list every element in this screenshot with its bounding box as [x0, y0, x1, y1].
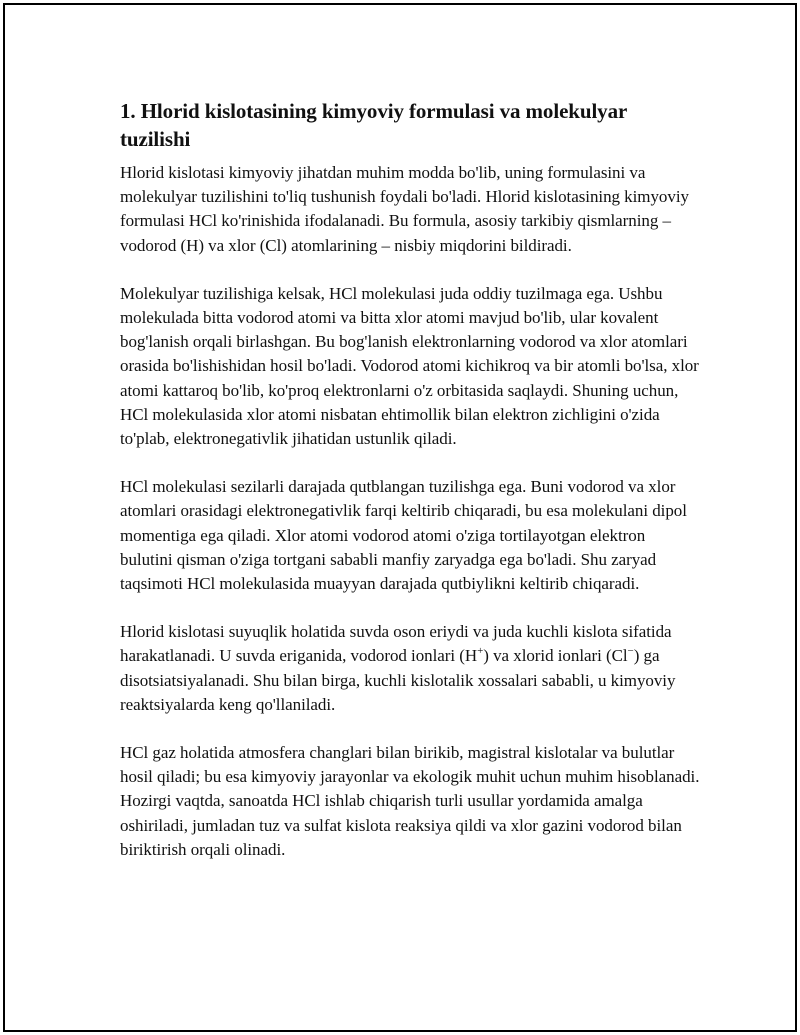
paragraph-4-text-c: ) ga disotsiatsiyalanadi. Shu bilan birga, kuchli kislotalik xossalari sababli, u kimyoviy reaktsiyalarda keng qo'llaniladi. [120, 646, 676, 714]
document-page [3, 3, 797, 1032]
chloride-ion-charge: − [627, 645, 634, 658]
paragraph-3: HCl molekulasi sezilarli darajada qutblangan tuzilishga ega. Buni vodorod va xlor atomlari orasidagi elektronegativlik farqi keltirib chiqaradi, bu esa molekulani dipol momentiga ega qiladi. Xlor atomi vodorod atomi o'ziga tortilayotgan elektron bulutini qisman o'ziga tortgani sababli manfiy zaryadga ega bo'ladi. Shu zaryad taqsimoti HCl molekulasida muayyan darajada qutbiylikni keltirib chiqaradi. [120, 477, 687, 594]
section-heading: 1. Hlorid kislotasining kimyoviy formulasi va molekulyar tuzilishi [120, 99, 627, 151]
paragraph-5: HCl gaz holatida atmosfera changlari bilan birikib, magistral kislotalar va bulutlar hosil qiladi; bu esa kimyoviy jarayonlar va ekologik muhit uchun muhim hisoblanadi. Hozirgi vaqtda, sanoatda HCl ishlab chiqarish turli usullar yordamida amalga oshiriladi, jumladan tuz va sulfat kislota reaksiya qildi va xlor gazini vodorod bilan biriktirish orqali olinadi. [120, 743, 700, 859]
paragraph-4-text-b: ) va xlorid ionlari (Cl [483, 646, 628, 666]
paragraph-2: Molekulyar tuzilishiga kelsak, HCl molekulasi juda oddiy tuzilmaga ega. Ushbu molekulada bitta vodorod atomi va bitta xlor atomi mavjud bo'lib, ular kovalent bog'lanish orqali birlashgan. Bu bog'lanish elektronlarning vodorod va xlor atomlari orasida bo'lishishidan hosil bo'ladi. Vodorod atomi kichikroq va bir atomli bo'lsa, xlor atomi kattaroq bo'lib, ko'proq elektronlarni o'z orbitasida saqlaydi. Shuning uchun, HCl molekulasida xlor atomi nisbatan ehtimollik bilan elektron zichligini o'zida to'plab, elektronegativlik jihatidan ustunlik qiladi. [120, 283, 699, 449]
document-body [120, 97, 700, 886]
paragraph-4-text-a: Hlorid kislotasi suyuqlik holatida suvda oson eriydi va juda kuchli kislota sifatida harakatlanadi. U suvda eriganida, vodorod ionlari (H [120, 622, 672, 666]
paragraph-1: Hlorid kislotasi kimyoviy jihatdan muhim modda bo'lib, uning formulasini va molekulyar tuzilishini to'liq tushunish foydali bo'ladi. Hlorid kislotasining kimyoviy formulasi HCl ko'rinishida ifodalanadi. Bu formula, asosiy tarkibiy qismlarning – vodorod (H) va xlor (Cl) atomlarining – nisbiy miqdorini bildiradi. [120, 163, 689, 255]
hydrogen-ion-charge: + [477, 645, 484, 658]
paragraph-4 [120, 620, 700, 717]
